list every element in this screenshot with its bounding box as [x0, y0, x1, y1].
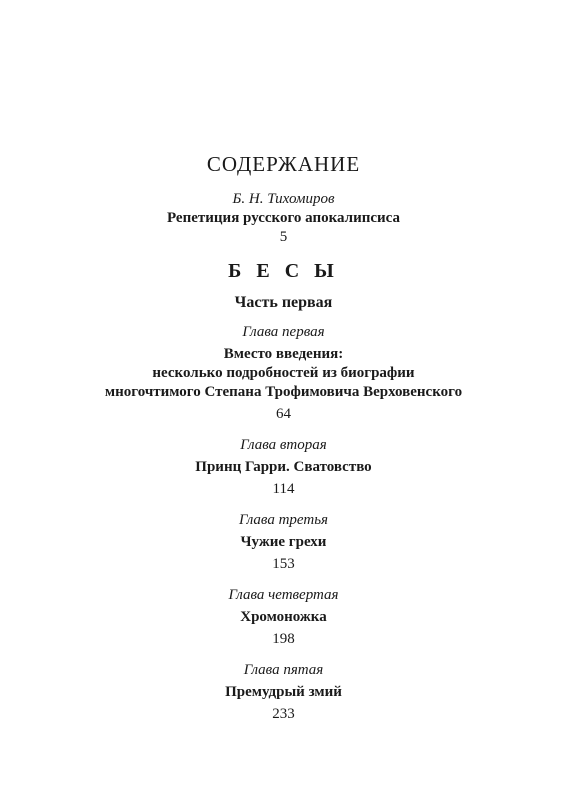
chapter-label: Глава пятая — [243, 662, 324, 678]
book-title: Б Е С Ы — [228, 260, 339, 282]
chapter-entry — [0, 323, 567, 424]
toc-intro-entry — [0, 190, 567, 247]
chapter-entry — [0, 436, 567, 499]
part-title: Часть первая — [234, 294, 333, 311]
intro-author: Б. Н. Тихомиров — [232, 191, 335, 207]
chapter-title-line: Премудрый змий — [225, 684, 342, 700]
chapter-entry — [0, 511, 567, 574]
chapter-title-line: Хромоножка — [240, 609, 327, 625]
intro-page-number: 5 — [279, 229, 288, 245]
table-of-contents — [0, 152, 567, 736]
chapter-title-line: несколько подробностей из биографии — [152, 365, 415, 381]
chapter-page-number: 198 — [272, 631, 295, 647]
chapter-label: Глава четвертая — [228, 587, 339, 603]
chapter-title-line: Чужие грехи — [240, 534, 327, 550]
chapter-title-line: Вместо введения: — [223, 346, 344, 362]
chapter-page-number: 64 — [276, 406, 291, 422]
chapter-page-number: 114 — [272, 481, 295, 497]
chapter-label: Глава первая — [242, 324, 325, 340]
chapter-page-number: 233 — [272, 706, 295, 722]
intro-title: Репетиция русского апокалипсиса — [166, 210, 401, 226]
chapter-title-line: многочтимого Степана Трофимовича Верховенского — [104, 384, 463, 400]
chapter-page-number: 153 — [272, 556, 295, 572]
chapter-title-line: Принц Гарри. Сватовство — [195, 459, 372, 475]
chapter-entry — [0, 661, 567, 724]
chapter-entry — [0, 586, 567, 649]
toc-heading: СОДЕРЖАНИЕ — [206, 152, 361, 176]
chapter-label: Глава третья — [238, 512, 329, 528]
chapter-label: Глава вторая — [240, 437, 327, 453]
